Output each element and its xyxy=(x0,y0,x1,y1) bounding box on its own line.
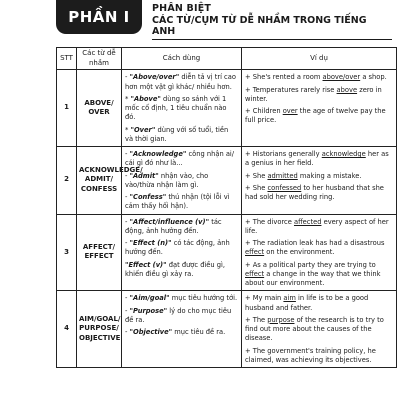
table-row xyxy=(57,147,397,215)
example-text: making a mistake. xyxy=(297,171,362,180)
page-title xyxy=(152,3,392,40)
usage-bullet: - xyxy=(125,306,130,315)
confusable-words: AFFECT/ EFFECT xyxy=(77,214,122,291)
usage-keyword: "Effect (v)" xyxy=(125,260,167,269)
usage-text: lý do cho mục tiêu đề ra. xyxy=(125,306,232,324)
usage-text: công nhận ai/ cái gì đó như là... xyxy=(125,150,235,168)
example-item xyxy=(245,239,393,258)
usage-item xyxy=(125,328,238,337)
example-text: the age of twelve pay the full price. xyxy=(245,107,386,125)
example-text: in life is to be a good husband and father. xyxy=(245,294,369,312)
table-header-row xyxy=(57,48,397,70)
usage-item xyxy=(125,239,238,258)
example-text: a shop. xyxy=(360,73,387,82)
usage-text: có tác động, ảnh hưởng đến. xyxy=(125,239,230,257)
usage-bullet: - xyxy=(125,239,130,248)
example-text: + The divorce xyxy=(245,217,294,226)
usage-keyword: "Aim/goal" xyxy=(129,294,170,303)
usage-keyword: "Effect (n)" xyxy=(129,239,172,248)
example-cell xyxy=(242,214,397,291)
example-item xyxy=(245,86,393,105)
usage-keyword: "Above/over" xyxy=(129,73,180,82)
usage-bullet: - xyxy=(125,73,130,82)
example-text: her as a genius in her field. xyxy=(245,150,389,168)
usage-item xyxy=(125,307,238,326)
example-item xyxy=(245,218,393,237)
example-highlight: effect xyxy=(245,248,265,257)
header-word: Các từ dễ nhầm xyxy=(77,48,122,70)
example-highlight: purpose xyxy=(267,315,295,324)
usage-text: tác động, ảnh hưởng đến. xyxy=(125,217,222,235)
usage-bullet: - xyxy=(125,193,130,202)
usage-item xyxy=(125,95,238,123)
table-body xyxy=(57,70,397,368)
comparison-table xyxy=(56,47,397,368)
example-highlight: admitted xyxy=(267,171,298,180)
part-badge: PHẦN I xyxy=(56,0,142,34)
example-highlight: confessed xyxy=(267,183,302,192)
usage-text: nhận vào, cho vào/thừa nhận làm gì. xyxy=(125,171,209,189)
example-text: to her husband that she had sold her wedding ring. xyxy=(245,183,384,202)
usage-bullet: * xyxy=(125,125,131,134)
usage-cell xyxy=(122,214,242,291)
example-text: + My main xyxy=(245,294,284,303)
usage-cell xyxy=(122,147,242,215)
usage-item xyxy=(125,126,238,145)
example-cell xyxy=(242,70,397,147)
example-highlight: above xyxy=(336,85,358,94)
example-highlight: over xyxy=(282,107,298,116)
example-highlight: effect xyxy=(245,269,265,278)
header-stt: STT xyxy=(57,48,77,70)
usage-bullet: - xyxy=(125,328,130,337)
usage-text: thú nhận (tội lỗi vì cảm thấy hối hận). xyxy=(125,193,230,211)
usage-keyword: "Admit" xyxy=(129,171,159,180)
example-text: + The government's training policy, he claimed, was achieving its objectives. xyxy=(245,346,376,364)
confusable-words: AIM/GOAL/ PURPOSE/ OBJECTIVE xyxy=(77,291,122,368)
example-text: + She's rented a room xyxy=(245,73,323,82)
example-highlight: acknowledge xyxy=(321,150,366,159)
example-text: on the environment. xyxy=(264,248,335,257)
example-text: every aspect of her life. xyxy=(245,217,389,235)
usage-keyword: "Confess" xyxy=(129,193,167,202)
header-usage: Cách dùng xyxy=(122,48,242,70)
example-text: + She xyxy=(245,171,268,180)
example-highlight: affected xyxy=(293,217,322,226)
usage-text: dùng với số tuổi, tiền và thời gian. xyxy=(125,125,229,143)
example-highlight: aim xyxy=(283,294,296,303)
example-cell xyxy=(242,147,397,215)
usage-item xyxy=(125,294,238,303)
usage-text: mục tiêu đề ra. xyxy=(172,328,226,337)
row-number: 1 xyxy=(57,70,77,147)
example-text: + As a political party they are trying to xyxy=(245,260,376,269)
usage-item xyxy=(125,150,238,169)
example-text: + Children xyxy=(245,107,283,116)
example-item xyxy=(245,184,393,203)
usage-keyword: "Acknowledge" xyxy=(129,150,187,159)
example-text: + The xyxy=(245,315,268,324)
usage-text: dùng so sánh với 1 mốc cố định, 1 tiêu chuẩn nào đó. xyxy=(125,94,227,122)
usage-item xyxy=(125,172,238,191)
usage-text: đạt được điều gì, khiến điều gì xảy ra. xyxy=(125,260,226,278)
usage-item xyxy=(125,218,238,237)
usage-bullet: - xyxy=(125,150,130,159)
example-item xyxy=(245,73,393,82)
example-text: of the research is to try to find out more about the causes of the disease. xyxy=(245,315,384,343)
example-text: + The radiation leak has had a disastrous xyxy=(245,239,385,248)
title-line-2: CÁC TỪ/CỤM TỪ DỄ NHẦM TRONG TIẾNG ANH xyxy=(152,15,392,40)
usage-item xyxy=(125,261,238,280)
usage-text: diễn tả vị trí cao hơn một vật gì khác/ nhiều hơn. xyxy=(125,73,236,91)
table-row xyxy=(57,70,397,147)
example-highlight: above/over xyxy=(322,73,361,82)
example-item xyxy=(245,150,393,169)
example-text: zero in winter. xyxy=(245,85,382,103)
usage-keyword: "Over" xyxy=(130,125,156,134)
row-number: 2 xyxy=(57,147,77,215)
example-text: + Temperatures rarely rise xyxy=(245,85,337,94)
usage-item xyxy=(125,73,238,92)
example-item xyxy=(245,261,393,289)
usage-text: mục tiêu hướng tới. xyxy=(169,294,238,303)
confusable-words: ABOVE/ OVER xyxy=(77,70,122,147)
example-item xyxy=(245,107,393,126)
example-item xyxy=(245,316,393,344)
header-example: Ví dụ xyxy=(242,48,397,70)
example-item xyxy=(245,172,393,181)
table-row xyxy=(57,291,397,368)
row-number: 3 xyxy=(57,214,77,291)
example-item xyxy=(245,294,393,313)
usage-cell xyxy=(122,291,242,368)
title-line-1: PHÂN BIỆT xyxy=(152,3,212,14)
usage-keyword: "Above" xyxy=(130,94,161,103)
example-text: + She xyxy=(245,183,268,192)
page-header xyxy=(0,0,400,44)
example-text: a change in the way that we think about our environment. xyxy=(245,269,381,288)
usage-keyword: "Purpose" xyxy=(129,306,168,315)
usage-cell xyxy=(122,70,242,147)
confusable-words: ACKNOWLEDGE/ ADMIT/ CONFESS xyxy=(77,147,122,215)
usage-keyword: "Objective" xyxy=(129,328,173,337)
example-text: + Historians generally xyxy=(245,150,322,159)
usage-bullet: - xyxy=(125,171,130,180)
usage-bullet: - xyxy=(125,217,130,226)
usage-keyword: "Affect/influence (v)" xyxy=(129,217,210,226)
table-row xyxy=(57,214,397,291)
usage-bullet: * xyxy=(125,94,131,103)
row-number: 4 xyxy=(57,291,77,368)
usage-item xyxy=(125,193,238,212)
example-item xyxy=(245,347,393,366)
usage-bullet: - xyxy=(125,294,130,303)
example-cell xyxy=(242,291,397,368)
